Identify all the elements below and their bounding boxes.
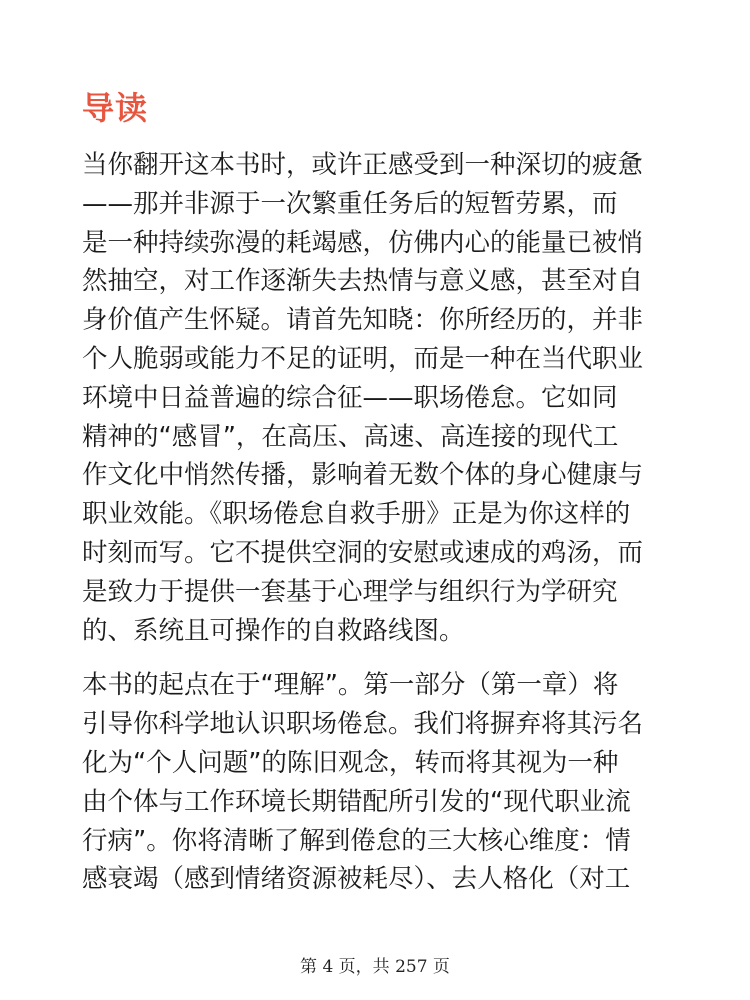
text-line: 由个体与工作环境长期错配所引发的“现代职业流	[82, 786, 631, 817]
text-line: 行病”。你将清晰了解到倦怠的三大核心维度：情	[82, 825, 631, 856]
text-line: 作文化中悄然传播，影响着无数个体的身心健康与	[82, 460, 644, 491]
text-line: ——那并非源于一次繁重任务后的短暂劳累，而	[82, 188, 618, 219]
text-line: 本书的起点在于“理解”。第一部分（第一章）将	[82, 670, 619, 701]
text-line: 环境中日益普遍的综合征——职场倦怠。它如同	[82, 382, 618, 413]
text-line: 是一种持续弥漫的耗竭感，仿佛内心的能量已被悄	[82, 227, 644, 258]
paragraph-2	[82, 666, 672, 899]
text-line: 然抽空，对工作逐渐失去热情与意义感，甚至对自	[82, 266, 644, 297]
text-line: 是致力于提供一套基于心理学与组织行为学研究	[82, 576, 618, 607]
text-line: 身价值产生怀疑。请首先知晓：你所经历的，并非	[82, 305, 644, 336]
page-number-footer: 第 4 页，共 257 页	[300, 957, 450, 977]
text-line: 精神的“感冒”，在高压、高速、高连接的现代工	[82, 421, 619, 452]
text-line: 当你翻开这本书时，或许正感受到一种深切的疲惫	[82, 150, 644, 180]
text-line: 时刻而写。它不提供空洞的安慰或速成的鸡汤，而	[82, 537, 644, 568]
text-line: 化为“个人问题”的陈旧观念，转而将其视为一种	[82, 747, 619, 778]
text-line: 引导你科学地认识职场倦怠。我们将摒弃将其污名	[82, 709, 644, 740]
section-heading: 导读	[82, 89, 149, 127]
text-line: 个人脆弱或能力不足的证明，而是一种在当代职业	[82, 343, 644, 374]
paragraph-1	[82, 146, 672, 650]
text-line: 感衰竭（感到情绪资源被耗尽）、去人格化（对工	[82, 864, 631, 895]
text-line: 的、系统且可操作的自救路线图。	[82, 615, 465, 646]
text-line: 职业效能。《职场倦怠自救手册》正是为你这样的	[82, 499, 631, 530]
body-text	[82, 146, 672, 899]
